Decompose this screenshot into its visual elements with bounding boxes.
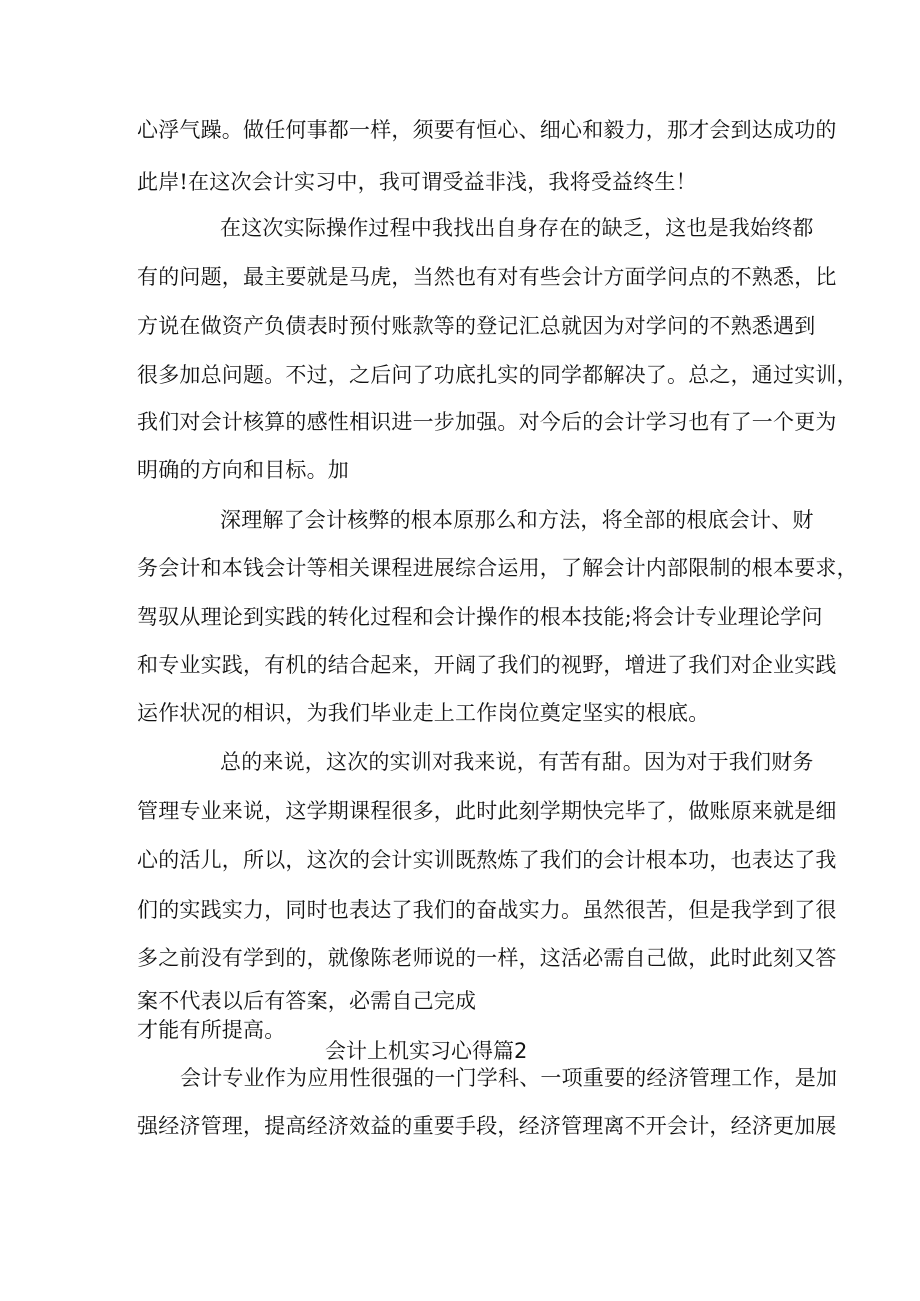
- paragraph5-line-2: 强经济管理，提高经济效益的重要手段，经济管理离不开会计，经济更加展: [137, 1114, 837, 1138]
- paragraph2-line-5: 我们对会计核算的感性相识进一步加强。对今后的会计学习也有了一个更为: [137, 410, 837, 434]
- paragraph3-line-5: 运作状况的相识，为我们毕业走上工作岗位奠定坚实的根底。: [137, 701, 710, 725]
- paragraph4-line-3: 心的活儿，所以，这次的会计实训既熬炼了我们的会计根本功，也表达了我: [137, 848, 837, 872]
- section-heading: 会计上机实习心得篇2: [325, 1039, 528, 1063]
- paragraph3-line-1: 深理解了会计核弊的根本原那么和方法，将全部的根底会计、财: [220, 508, 814, 532]
- paragraph2-line-2: 有的问题，最主要就是马虎，当然也有对有些会计方面学问点的不熟悉，比: [137, 265, 837, 289]
- paragraph4-line-2: 管理专业来说，这学期课程很多，此时此刻学期快完毕了，做账原来就是细: [137, 799, 837, 823]
- paragraph1-line-2: 此岸!在这次会计实习中，我可谓受益非浅，我将受益终生！: [137, 170, 697, 194]
- paragraph3-line-4: 和专业实践，有机的结合起来，开阔了我们的视野，增进了我们对企业实践: [137, 653, 837, 677]
- paragraph4-line-5: 多之前没有学到的，就像陈老师说的一样，这活必需自己做，此时此刻又答: [137, 946, 837, 970]
- paragraph1-line-1: 心浮气躁。做任何事都一样，须要有恒心、细心和毅力，那才会到达成功的: [137, 118, 837, 142]
- paragraph3-line-2: 务会计和本钱会计等相关课程进展综合运用，了解会计内部限制的根本要求，: [137, 556, 858, 580]
- paragraph2-line-1: 在这次实际操作过程中我找出自身存在的缺乏，这也是我始终都: [220, 216, 814, 240]
- paragraph2-line-4: 很多加总问题。不过，之后问了功底扎实的同学都解决了。总之，通过实训，: [137, 363, 858, 387]
- paragraph4-line-4: 们的实践实力，同时也表达了我们的奋战实力。虽然很苦，但是我学到了很: [137, 898, 837, 922]
- paragraph4-line-7: 才能有所提高。: [137, 1018, 286, 1042]
- paragraph4-line-1: 总的来说，这次的实训对我来说，有苦有甜。因为对于我们财务: [220, 750, 814, 774]
- paragraph3-line-3: 驾驭从理论到实践的转化过程和会计操作的根本技能;将会计专业理论学问: [137, 605, 823, 629]
- paragraph5-line-1: 会计专业作为应用性很强的一门学科、一项重要的经济管理工作，是加: [180, 1066, 838, 1090]
- paragraph4-line-6: 案不代表以后有答案，必需自己完成: [137, 989, 477, 1013]
- paragraph2-line-3: 方说在做资产负债表时预付账款等的登记汇总就因为对学问的不熟悉遇到: [137, 314, 816, 338]
- paragraph2-line-6: 明确的方向和目标。加: [137, 458, 349, 482]
